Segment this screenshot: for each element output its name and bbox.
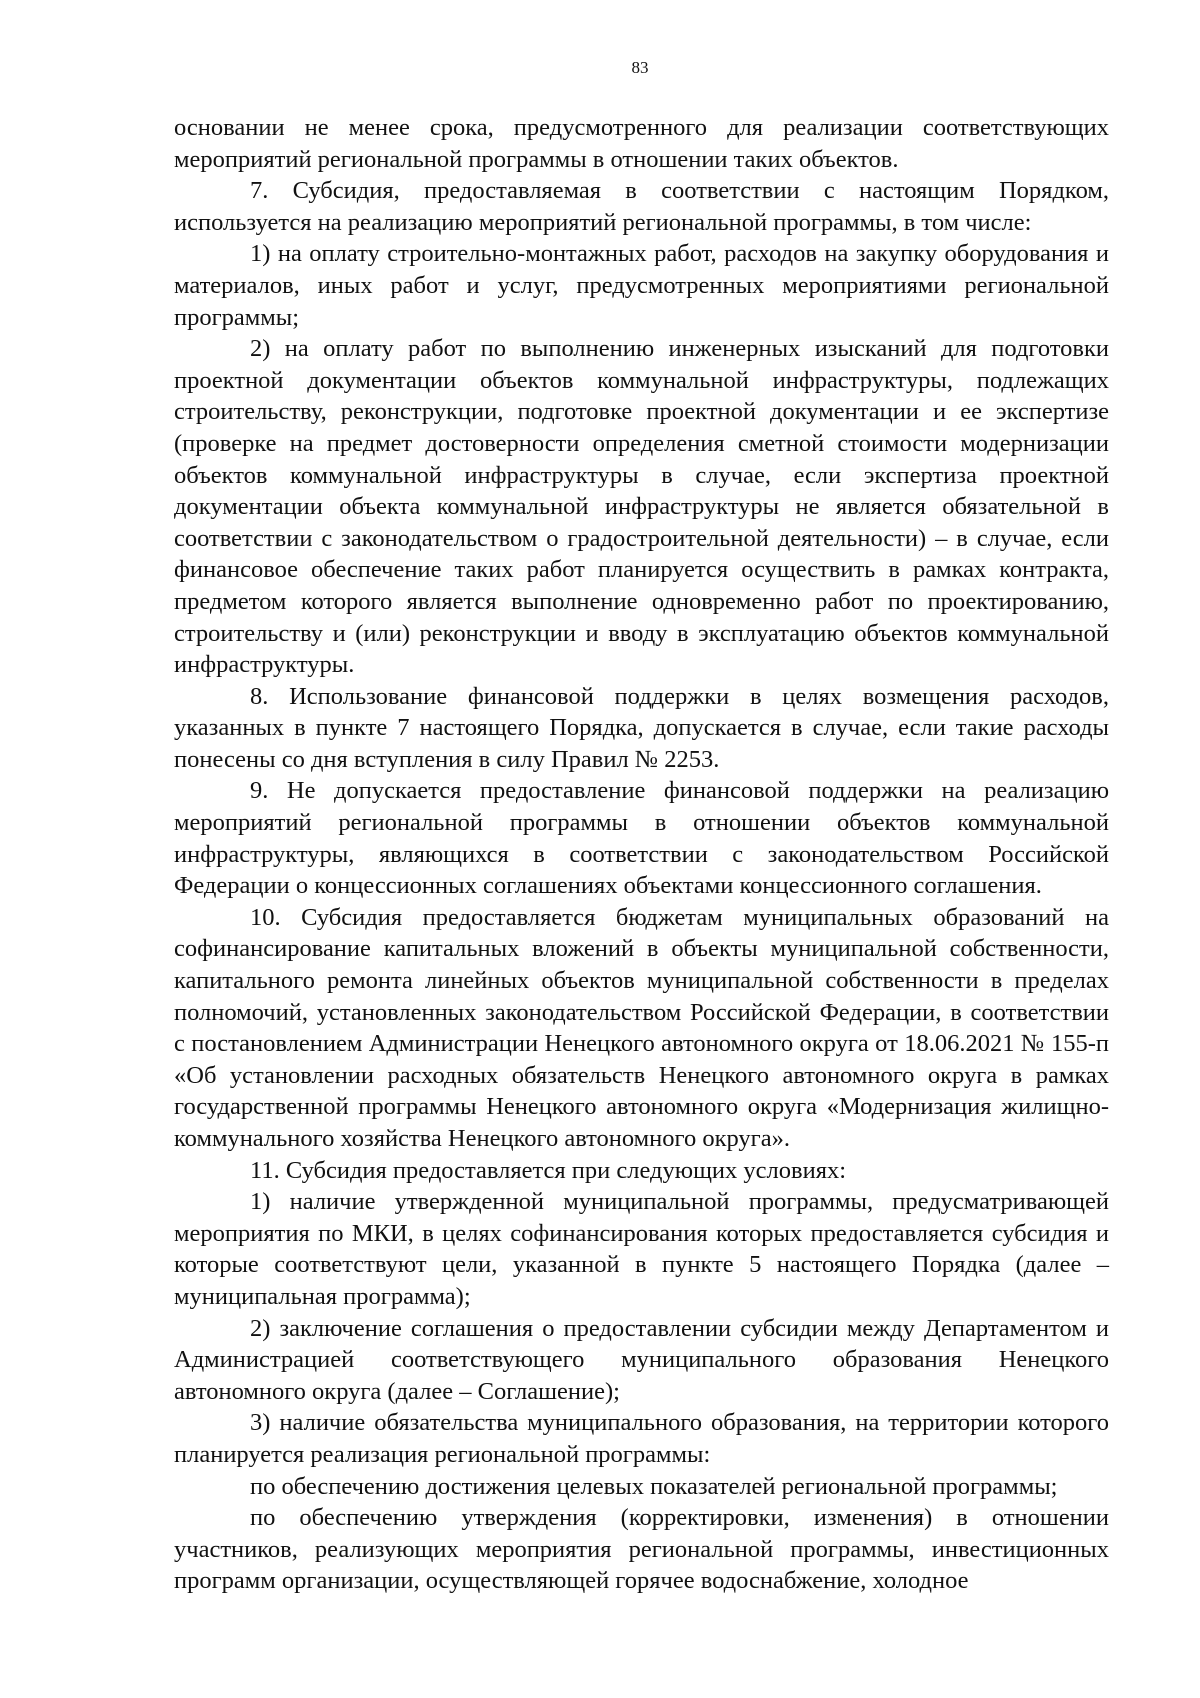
paragraph-item-10: 10. Субсидия предоставляется бюджетам муниципальных образований на софинансирование капитальных вложений в объекты муниципальной собственности, капитального ремонта линейных объектов муниципальной собственности в пределах полномочий, установленных законодательством Российской Федерации, в соответствии с постановлением Администрации Ненецкого автономного округа от 18.06.2021 № 155-п «Об установлении расходных обязательств Ненецкого автономного округа в рамках государственной программы Ненецкого автономного округа «Модернизация жилищно-коммунального хозяйства Ненецкого автономного округа». — [174, 903, 1109, 1152]
paragraph-item-9: 9. Не допускается предоставление финансовой поддержки на реализацию мероприятий региональной программы в отношении объектов коммунальной инфраструктуры, являющихся в соответствии с законодательством Российской Федерации о концессионных соглашениях объектами концессионного соглашения. — [174, 777, 1109, 900]
paragraph-item-11: 11. Субсидия предоставляется при следующих условиях: — [250, 1156, 847, 1184]
page-number: 83 — [631, 58, 649, 77]
document-body — [174, 112, 1109, 1597]
paragraph-item-7: 7. Субсидия, предоставляемая в соответствии с настоящим Порядком, используется на реализацию мероприятий региональной программы, в том числе: — [174, 177, 1109, 236]
paragraph-subitem-11-3: 3) наличие обязательства муниципального образования, на территории которого планируется реализация региональной программы: — [174, 1409, 1109, 1468]
paragraph-subitem-11-1: 1) наличие утвержденной муниципальной программы, предусматривающей мероприятия по МКИ, в целях софинансирования которых предоставляется субсидия и которые соответствуют цели, указанной в пункте 5 настоящего Порядка (далее – муниципальная программа); — [174, 1188, 1109, 1310]
paragraph-subitem-7-2: 2) на оплату работ по выполнению инженерных изысканий для подготовки проектной документации объектов коммунальной инфраструктуры, подлежащих строительству, реконструкции, подготовке проектной документации и ее экспертизе (проверке на предмет достоверности определения сметной стоимости модернизации объектов коммунальной инфраструктуры в случае, если экспертиза проектной документации объекта коммунальной инфраструктуры не является обязательной в соответствии с законодательством о градостроительной деятельности) – в случае, если финансовое обеспечение таких работ планируется осуществить в рамках контракта, предметом которого является выполнение одновременно работ по проектированию, строительству и (или) реконструкции и вводу в эксплуатацию объектов коммунальной инфраструктуры. — [174, 335, 1109, 679]
paragraph-subitem-7-1: 1) на оплату строительно-монтажных работ, расходов на закупку оборудования и материалов, иных работ и услуг, предусмотренных мероприятиями региональной программы; — [174, 240, 1109, 331]
paragraph-obligation-1: по обеспечению достижения целевых показателей региональной программы; — [250, 1472, 1058, 1500]
paragraph-subitem-11-2: 2) заключение соглашения о предоставлении субсидии между Департаментом и Администрацией соответствующего муниципального образования Ненецкого автономного округа (далее – Соглашение); — [174, 1314, 1109, 1405]
paragraph-continuation: основании не менее срока, предусмотренного для реализации соответствующих мероприятий региональной программы в отношении таких объектов. — [174, 114, 1109, 173]
paragraph-item-8: 8. Использование финансовой поддержки в целях возмещения расходов, указанных в пункте 7 настоящего Порядка, допускается в случае, если такие расходы понесены со дня вступления в силу Правил № 2253. — [174, 682, 1109, 773]
paragraph-obligation-2: по обеспечению утверждения (корректировки, изменения) в отношении участников, реализующих мероприятия региональной программы, инвестиционных программ организации, осуществляющей горячее водоснабжение, холодное — [174, 1504, 1109, 1595]
